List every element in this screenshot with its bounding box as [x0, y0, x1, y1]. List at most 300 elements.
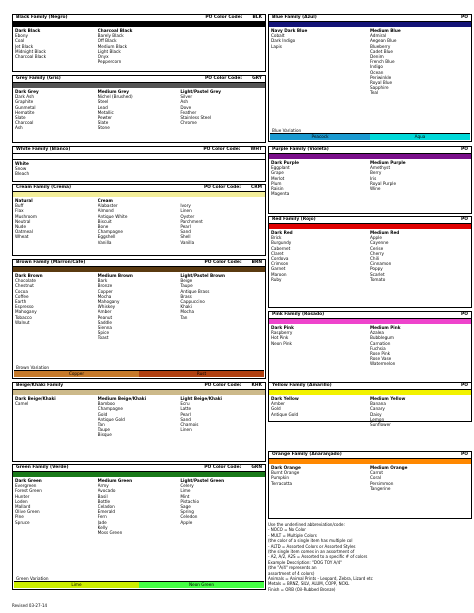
shade-item: Nude — [15, 224, 27, 230]
shade-item: Berry — [370, 170, 382, 176]
shade-item: Mahogany — [15, 309, 37, 315]
shade-item: Bamboo — [97, 401, 115, 407]
shade-item: Tan — [97, 422, 105, 428]
po-label: PO Color Code: — [203, 185, 242, 190]
shade-item: Garnet — [271, 266, 286, 272]
shade-item: Army — [97, 483, 109, 489]
shade-item: Parchment — [180, 218, 203, 224]
po-code: KHK — [251, 383, 262, 388]
shade-item: Whiskey — [97, 304, 116, 310]
shade-heading: Medium Beige/Khaki — [97, 396, 147, 401]
shade-columns — [269, 324, 471, 367]
shade-heading: Light/Pastel Brown — [180, 273, 225, 278]
shade-heading-empty — [98, 161, 181, 166]
note-line: (the "A/4" represents an — [268, 565, 317, 571]
shade-item: Bottle — [97, 498, 111, 504]
shade-item: Bubblegum — [370, 335, 394, 341]
shade-item: Hunter — [15, 493, 30, 499]
note-line: Animals = Animal Prints - Leopard, Zebra, Lizard etc — [268, 576, 373, 582]
shade-item: Buff — [15, 203, 24, 209]
shade-column — [271, 230, 370, 282]
shade-item: Ash — [15, 125, 23, 131]
shade-item: Mallard — [15, 504, 31, 510]
po-color-code — [461, 312, 468, 318]
shade-columns — [13, 27, 265, 64]
shade-item: Lemon — [370, 416, 385, 422]
variation-swatch: Aqua — [370, 134, 470, 140]
shade-item: Pine — [15, 514, 24, 520]
shade-item: Merlot — [271, 175, 285, 181]
shade-item: Chrome — [180, 120, 197, 126]
shade-item: Evergreen — [15, 483, 37, 489]
shade-item: Chamois — [180, 422, 199, 428]
shade-item: Fern — [97, 514, 107, 520]
family-header — [269, 452, 471, 459]
shade-item: Amber — [97, 309, 112, 315]
shade-item: Iris — [370, 175, 377, 181]
family-header — [269, 15, 471, 22]
shade-item: Cayenne — [370, 240, 389, 246]
shade-item: Kelly — [97, 524, 108, 530]
shade-item: Latte — [180, 406, 192, 412]
shade-item: Linen — [180, 208, 192, 214]
family-name: Brown Family (Marron/Café) — [16, 260, 86, 265]
shade-column — [15, 478, 98, 535]
shade-item: Pewter — [97, 115, 112, 121]
shade-columns — [269, 229, 471, 282]
shade-item: Chocolate — [15, 278, 36, 284]
shade-item: Bisque — [97, 432, 112, 438]
family-name: Pink Family (Rosado) — [272, 312, 325, 317]
shade-item: Taupe — [180, 283, 193, 289]
shade-columns — [13, 88, 265, 131]
shade-item: Sunflower — [370, 422, 391, 428]
shade-item: Ruby — [271, 276, 282, 282]
shade-heading: Dark Grey — [15, 89, 39, 94]
shade-item: Khaki — [180, 304, 192, 310]
po-label: PO Color Code: — [203, 147, 241, 152]
variation-row — [14, 581, 264, 588]
shade-item: Poppy — [370, 266, 383, 272]
shade-item: Bone — [97, 224, 109, 230]
shade-item: Pearl — [180, 224, 191, 230]
shade-item: Tobacco — [15, 314, 32, 320]
shade-item: Peppercorn — [97, 59, 122, 65]
shade-column — [180, 28, 263, 64]
variation-swatch: Copper — [14, 371, 139, 377]
shade-item: Carnation — [370, 340, 391, 346]
shade-heading-empty — [180, 28, 263, 33]
shade-item: Scarlet — [370, 271, 385, 277]
shade-item: Medium Black — [97, 43, 128, 49]
po-color-code — [461, 217, 468, 223]
shade-item: Cordova — [271, 256, 289, 262]
shade-item: Wheat — [15, 234, 29, 240]
shade-item: Apple — [180, 519, 193, 525]
shade-column — [271, 28, 370, 96]
family-name: Orange Family (Anaranjado) — [272, 452, 342, 457]
note-line: - MULT = Multiple Colors — [268, 532, 317, 538]
shade-item: Alabaster — [97, 203, 118, 209]
shade-item: Antique White — [97, 213, 128, 219]
shade-item: Espresso — [15, 304, 34, 310]
shade-item: Champagne — [97, 229, 124, 235]
note-line: Metals = BRNZ, SILV, ALUM, COPP, NCKL — [268, 581, 350, 587]
shade-heading: Dark Red — [271, 230, 293, 235]
shade-item: Celedon — [180, 514, 198, 520]
shade-item: Carrot — [370, 470, 383, 476]
shade-item: Sand — [180, 416, 191, 422]
shade-item: Toast — [97, 335, 109, 341]
shade-item: Sienna — [97, 325, 112, 331]
shade-item: Neon Pink — [271, 340, 292, 346]
shade-item: Ivory — [180, 203, 191, 209]
shade-item: Burgundy — [271, 240, 292, 246]
shade-item: Moss Green — [97, 530, 123, 536]
shade-item: Feather — [180, 109, 197, 115]
shade-heading: Cream — [97, 198, 113, 203]
po-color-code — [461, 147, 468, 153]
shade-item: Shell — [180, 234, 191, 240]
shade-item: Sand — [180, 229, 191, 235]
po-label: PO — [461, 217, 468, 222]
shade-heading: Light Beige/Khaki — [180, 396, 222, 401]
shade-column — [370, 230, 469, 282]
shade-item: Stainless Steel — [180, 115, 212, 121]
variation-swatch: Rust — [139, 371, 264, 377]
shade-columns — [13, 160, 265, 177]
shade-item: Mocha — [180, 309, 195, 315]
po-code: GRN — [251, 465, 262, 470]
shade-item: Steel — [97, 99, 109, 105]
note-line: Use the underlined abbreviation/code: — [268, 522, 345, 527]
shade-item: Bleach — [15, 171, 30, 177]
shade-item: Cinnamon — [370, 261, 392, 267]
shade-item: Walnut — [15, 319, 30, 325]
shade-item: Nichel (Brushed) — [97, 94, 133, 100]
shade-heading-empty — [180, 161, 263, 166]
variation-row — [270, 133, 470, 140]
shade-item: Lime — [180, 488, 191, 494]
shade-heading: Medium Orange — [370, 465, 408, 470]
shade-item: Cobalt — [271, 33, 285, 39]
shade-heading: Natural — [15, 198, 33, 203]
shade-column — [271, 325, 370, 367]
shade-column — [271, 160, 370, 196]
shade-heading: Medium Grey — [97, 89, 129, 94]
shade-item: Snow — [15, 166, 27, 172]
shade-item: Periwinkle — [370, 74, 392, 80]
shade-item: Sapphire — [370, 85, 389, 91]
shade-heading: Light/Pastel Green — [180, 478, 225, 483]
shade-heading: Dark Pink — [271, 325, 294, 330]
color-family-left — [12, 382, 266, 462]
po-color-code — [461, 452, 468, 458]
shade-heading: Dark Black — [15, 28, 41, 33]
shade-item: Stone — [97, 125, 110, 131]
note-line: Finish = ORB (Oil-Rubbed Bronze) — [268, 586, 336, 592]
shade-item: Eggplant — [271, 165, 290, 171]
shade-item: Wine — [370, 186, 381, 192]
family-name: Green Family (Verde) — [16, 465, 69, 470]
shade-column — [180, 161, 263, 177]
shade-heading: Dark Green — [15, 478, 42, 483]
shade-heading: White — [15, 161, 29, 166]
shade-column — [180, 478, 263, 535]
shade-item: Cherry — [370, 250, 385, 256]
family-header — [13, 465, 265, 472]
shade-item: Fuchsia — [370, 345, 386, 351]
family-header — [269, 312, 471, 319]
shade-item: Raisin — [271, 186, 284, 192]
shade-item: Champagne — [97, 406, 124, 412]
shade-item: Loden — [15, 498, 28, 504]
shade-item: Gold — [97, 411, 108, 417]
shade-item: Earth — [15, 299, 27, 305]
shade-heading: Medium Brown — [97, 273, 133, 278]
shade-item: Rose Pink — [370, 351, 391, 357]
shade-item: Cappuccino — [180, 299, 205, 305]
shade-column — [271, 465, 370, 491]
shade-item: Blueberry — [370, 43, 391, 49]
shade-item: Spice — [97, 330, 110, 336]
shade-column — [15, 89, 98, 131]
shade-item: Grape — [271, 170, 284, 176]
shade-column — [98, 161, 181, 177]
shade-item: Gold — [271, 406, 281, 412]
shade-item: Burnt Orange — [271, 470, 300, 476]
shade-item: Magenta — [271, 191, 290, 197]
shade-item: Sage — [180, 504, 191, 510]
po-code: BLK — [252, 15, 262, 20]
shade-item: Coffee — [15, 293, 29, 299]
family-header — [269, 217, 471, 224]
color-family-left — [12, 146, 266, 182]
shade-item: Avocado — [97, 488, 116, 494]
shade-item: Tangerine — [370, 485, 391, 491]
color-family-left — [12, 75, 266, 143]
shade-item: Saddle — [97, 319, 112, 325]
shade-item: Tomato — [370, 276, 386, 282]
variation-swatch: Lime — [14, 582, 139, 588]
shade-item: Slate — [97, 120, 109, 126]
shade-column — [180, 89, 263, 131]
po-color-code — [461, 383, 468, 389]
shade-item: Mushroom — [15, 213, 37, 219]
shade-item: Brick — [271, 235, 282, 241]
shade-item: Brass — [180, 293, 192, 299]
variation-swatch: Peacock — [270, 134, 370, 140]
shade-item: Almond — [97, 208, 114, 214]
variation-label: Green Variation — [16, 575, 49, 581]
shade-item: Rose Vase — [370, 356, 392, 362]
shade-heading: Dark Yellow — [271, 396, 299, 401]
shade-columns — [269, 27, 471, 96]
shade-item: Mocha — [97, 293, 112, 299]
shade-column — [98, 89, 181, 131]
po-code: CRM — [251, 185, 262, 190]
shade-item: Beige — [180, 278, 193, 284]
color-family-left — [12, 184, 266, 256]
shade-item: Ocean — [370, 69, 384, 75]
shade-item: Metallic — [97, 109, 114, 115]
shade-item: Spruce — [15, 519, 30, 525]
shade-heading: Medium Blue — [370, 28, 401, 33]
shade-item: Banana — [370, 401, 386, 407]
color-family-right — [268, 311, 472, 383]
shade-column — [15, 198, 98, 245]
shade-item: Royal Blue — [370, 80, 393, 86]
shade-heading: Medium Yellow — [370, 396, 406, 401]
shade-item: Crimson — [271, 261, 289, 267]
color-family-left — [12, 259, 266, 379]
shade-item: Jade — [97, 519, 107, 525]
shade-item: Dove — [180, 104, 192, 110]
shade-item: Ash — [180, 99, 189, 105]
shade-column — [15, 273, 98, 341]
po-color-code — [204, 383, 262, 389]
po-label: PO Color Code: — [204, 465, 242, 470]
shade-item: Mahogany — [97, 299, 120, 305]
shade-item: Raspberry — [271, 330, 293, 336]
shade-item: Barely Black — [97, 33, 124, 39]
shade-item: Pistachio — [180, 498, 200, 504]
shade-columns — [13, 477, 265, 535]
shade-heading: Navy Dark Blue — [271, 28, 308, 33]
shade-item: Maroon — [271, 271, 287, 277]
shade-item: Persimmon — [370, 480, 394, 486]
po-code: WHT — [250, 147, 262, 152]
color-family-right — [268, 14, 472, 142]
shade-heading: Light/Pastel Grey — [180, 89, 222, 94]
shade-column — [180, 396, 263, 438]
color-family-right — [268, 146, 472, 214]
shade-item: Celery — [180, 483, 194, 489]
po-label: PO — [461, 312, 468, 317]
shade-item: Amethyst — [370, 165, 391, 171]
shade-column — [271, 396, 370, 427]
shade-heading: Dark Beige/Khaki — [15, 396, 56, 401]
shade-item: Daisy — [370, 411, 382, 417]
shade-item: Pumpkin — [271, 475, 290, 481]
po-label: PO — [461, 15, 468, 20]
shade-item: Lapis — [271, 43, 282, 49]
shade-column — [98, 198, 181, 245]
shade-item: Hot Pink — [271, 335, 289, 341]
family-header — [13, 260, 265, 267]
shade-item: Plum — [271, 180, 282, 186]
shade-columns — [269, 395, 471, 427]
variation-swatch: Neon Green — [139, 582, 264, 588]
family-name: Red Family (Rojo) — [272, 217, 316, 222]
family-header — [13, 15, 265, 22]
shade-item: Emerald — [97, 509, 116, 515]
shade-item: Basil — [97, 493, 108, 499]
shade-item: Graphite — [15, 99, 34, 105]
shade-item: Cabernet — [271, 245, 291, 251]
shade-item: Terracotta — [271, 480, 293, 486]
note-line: assortment of 4 colors) — [268, 570, 315, 576]
shade-column — [98, 273, 181, 341]
shade-item: Biscuit — [97, 218, 112, 224]
family-header — [269, 147, 471, 154]
shade-item: Ebony — [15, 33, 28, 39]
shade-item: Ecru — [180, 401, 190, 407]
shade-item: Copper — [97, 288, 113, 294]
shade-item: Eggshell — [97, 234, 116, 240]
shade-item: Camel — [15, 401, 29, 407]
shade-item: Forest Green — [15, 488, 42, 494]
po-label: PO — [461, 147, 468, 152]
shade-heading: Dark Purple — [271, 160, 299, 165]
shade-item: Spring — [180, 509, 194, 515]
note-line: (the single item comes in an assortment of — [268, 549, 355, 555]
shade-item: Gunmetal — [15, 104, 36, 110]
shade-heading: Medium Purple — [370, 160, 406, 165]
family-header — [13, 185, 265, 192]
shade-item: Royal Purple — [370, 180, 397, 186]
shade-item: Azalea — [370, 330, 384, 336]
shade-item: Cocoa — [15, 288, 28, 294]
shade-item: Aegean Blue — [370, 38, 397, 44]
family-header — [13, 76, 265, 83]
shade-heading: Dark Orange — [271, 465, 301, 470]
po-label: PO Color Code: — [205, 15, 243, 20]
shade-item: Coal — [15, 38, 25, 44]
shade-item: Vanilla — [97, 239, 112, 245]
po-color-code — [205, 260, 262, 266]
color-family-right — [268, 451, 472, 519]
shade-item: Bark — [97, 278, 108, 284]
note-line: - NOCO = No Color — [268, 527, 306, 533]
shade-item: Charcoal — [15, 120, 34, 126]
shade-item: Antique Gold — [271, 411, 299, 417]
shade-item: Pearl — [180, 411, 191, 417]
note-line: Example Description: "DOG TOY A/4" — [268, 559, 343, 565]
shade-item: Teal — [370, 90, 379, 96]
shade-column — [370, 396, 469, 427]
abbreviation-notes — [268, 522, 472, 592]
shade-item: Jet Black — [15, 43, 34, 49]
shade-item: Chestnut — [15, 283, 34, 289]
shade-item: Dark Indigo — [271, 38, 296, 44]
shade-heading: Medium Green — [97, 478, 133, 483]
shade-columns — [13, 395, 265, 438]
revision-date: Revised 03-27-14 — [12, 603, 48, 608]
family-name: Grey Family (Gris) — [16, 76, 61, 81]
shade-heading: Medium Red — [370, 230, 400, 235]
shade-column — [180, 273, 263, 341]
note-line: - ALTD = Assorted Colors or Assorted Styles — [268, 543, 356, 549]
shade-item: Light Black — [97, 48, 121, 54]
po-label: PO Color Code: — [204, 260, 242, 265]
shade-item: Peanut — [97, 314, 113, 320]
family-name: White Family (Blanco) — [16, 147, 71, 152]
po-code: BRN — [251, 260, 262, 265]
po-color-code — [204, 465, 262, 471]
shade-heading: Dark Brown — [15, 273, 43, 278]
shade-item: Oyster — [180, 213, 195, 219]
shade-item: Midnight Black — [15, 48, 46, 54]
shade-item: Oatmeal — [15, 229, 33, 235]
po-label: PO Color Code: — [204, 383, 242, 388]
shade-item: Celadon — [97, 504, 115, 510]
family-header — [13, 147, 265, 154]
shade-item: Canary — [370, 406, 385, 412]
shade-column — [98, 28, 181, 64]
shade-item: Antique Brass — [180, 288, 210, 294]
family-name: Yellow Family (Amarillo) — [272, 383, 332, 388]
